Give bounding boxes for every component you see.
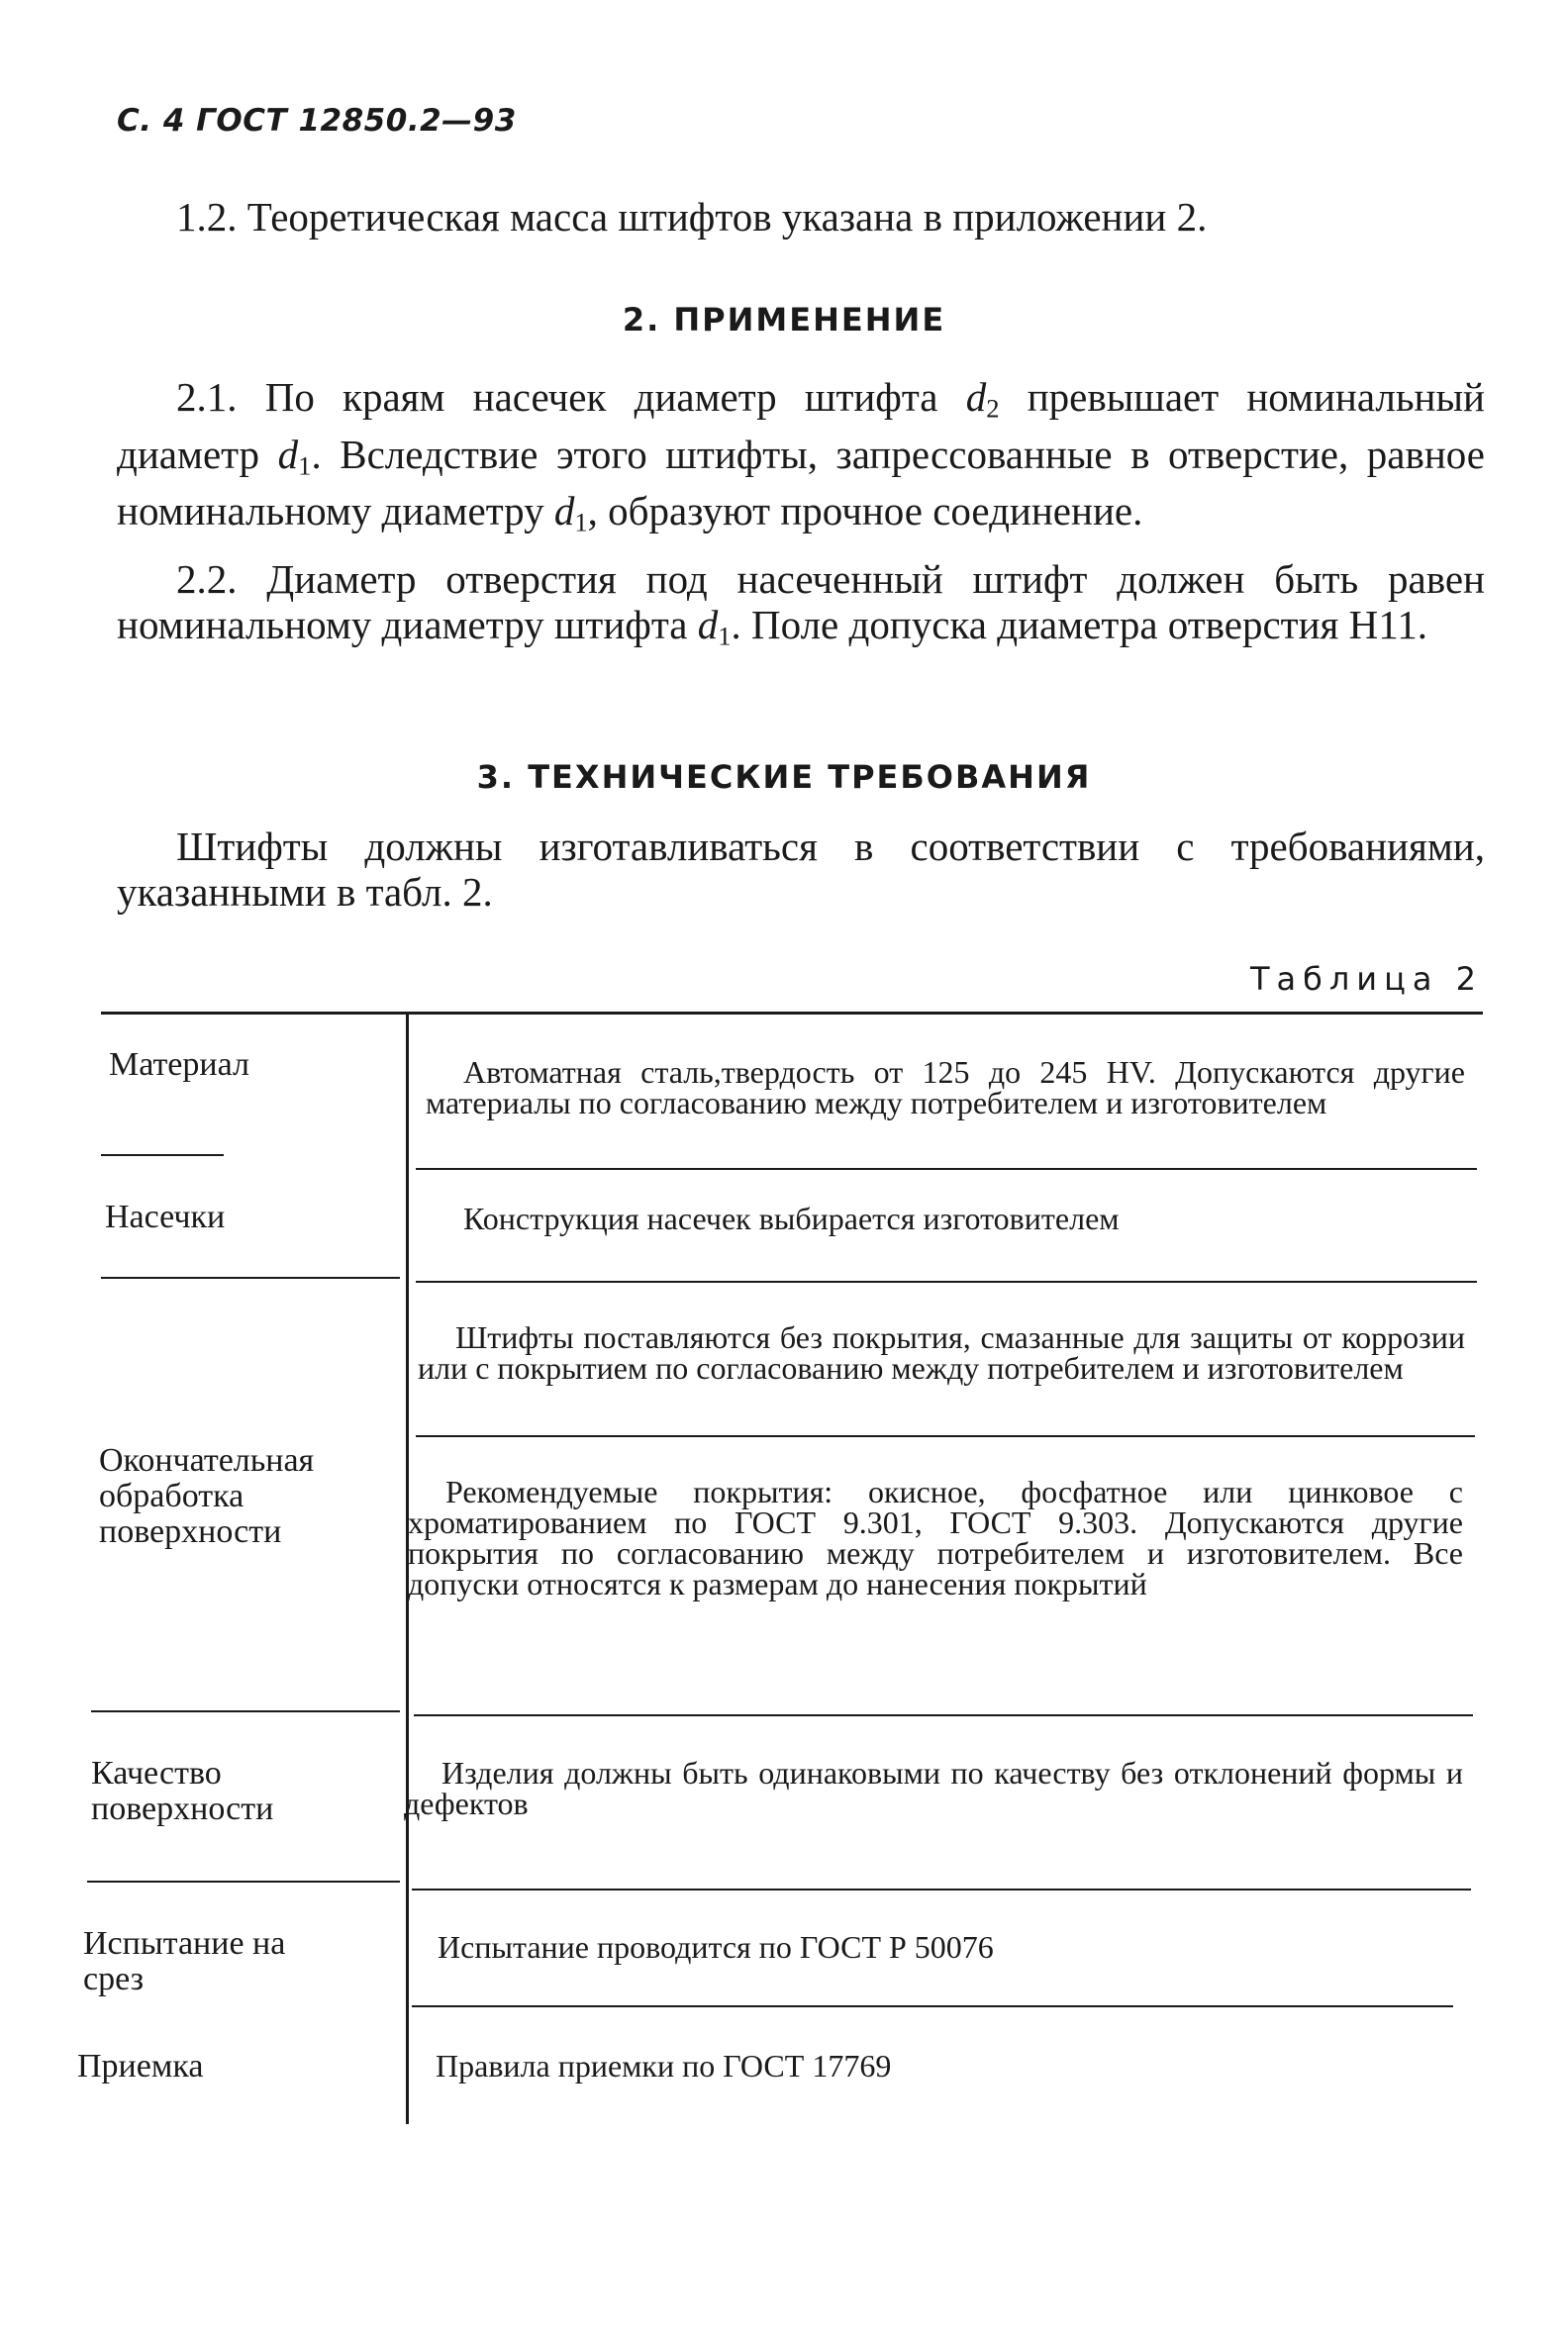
cell-separator [416, 1168, 1477, 1170]
page-header: С. 4 ГОСТ 12850.2—93 [117, 103, 517, 139]
cell-separator [416, 1435, 1475, 1437]
cell-material: Автоматная сталь,твердость от 125 до 245 HV. Допускаются другие материалы по согласованию между потребителем и изготовителем [426, 1054, 1465, 1120]
cell-finish-2: Рекомендуемые покрытия: окисное, фосфатное или цинковое с хроматированием по ГОСТ 9.301, ГОСТ 9.303. Допускаются другие покрытия по согласованию между потребителем и изготовителем. Все допуски относятся к размерам до нанесения покрытий [408, 1474, 1463, 1601]
cell-knurls: Конструкция насечек выбирается изготовителем [463, 1201, 1120, 1236]
section-2-heading: 2. ПРИМЕНЕНИЕ [622, 301, 946, 339]
section-3-intro: Штифты должны изготавливаться в соответствии с требованиями, указанными в табл. 2. [117, 824, 1485, 915]
section-3-heading: 3. ТЕХНИЧЕСКИЕ ТРЕБОВАНИЯ [476, 758, 1092, 796]
label-separator [87, 1881, 400, 1883]
paragraph-2-2: 2.2. Диаметр отверстия под насеченный штифт должен быть равен номинальному диаметру штифта $d_1$. Поле допуска диаметра отверстия H11. [117, 556, 1485, 651]
row-label-finish: Окончательная обработка поверхности [99, 1442, 315, 1550]
cell-surface-quality: Изделия должны быть одинаковыми по качеству без отклонений формы и дефектов [404, 1755, 1463, 1821]
row-label-acceptance: Приемка [77, 2048, 204, 2085]
paragraph-1-2: 1.2. Теоретическая масса штифтов указана в приложении 2. [176, 194, 1208, 240]
row-label-shear-test: Испытание на срез [83, 1925, 286, 1997]
cell-finish-1: Штифты поставляются без покрытия, смазанные для защиты от коррозии или с покрытием по согласованию между потребителем и изготовителем [418, 1319, 1465, 1386]
row-label-knurls: Насечки [105, 1199, 226, 1235]
table-caption: Таблица 2 [1249, 960, 1483, 998]
cell-separator [414, 1714, 1473, 1716]
table-top-rule [101, 1012, 1483, 1015]
cell-separator [416, 1281, 1477, 1283]
label-separator [101, 1277, 400, 1279]
cell-separator [412, 2005, 1453, 2007]
cell-shear-test: Испытание проводится по ГОСТ Р 50076 [438, 1929, 994, 1965]
label-separator [91, 1710, 400, 1712]
paragraph-2-1: 2.1. По краям насечек диаметр штифта $d_2$ превышает номинальный диаметр $d_1$. Вследствие этого штифты, запрессованные в отверстие, равное номинальному диаметру $d_1$, образуют прочное соединение. [117, 374, 1486, 537]
row-label-surface-quality: Качество поверхности [91, 1755, 274, 1827]
label-separator [101, 1154, 224, 1156]
cell-separator [412, 1889, 1471, 1891]
cell-acceptance: Правила приемки по ГОСТ 17769 [436, 2048, 892, 2084]
row-label-material: Материал [109, 1046, 249, 1083]
